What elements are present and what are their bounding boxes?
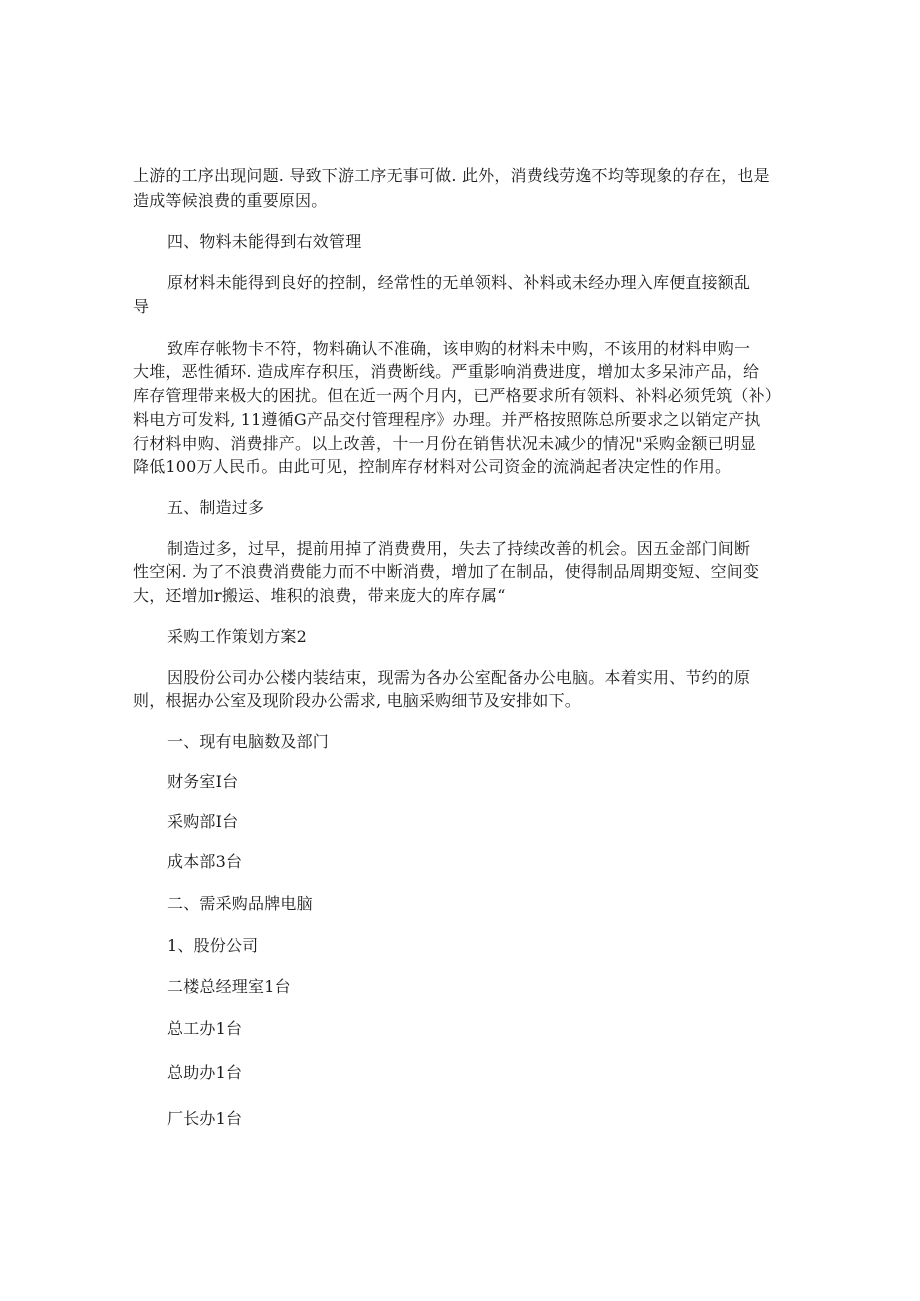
body-text-line: 原材料未能得到良好的控制，经常性的无单领料、补料或未经办理入库便直接额乱 [167,273,751,292]
body-text-line: 因股份公司办公楼内装结束，现需为各办公室配备办公电脑。本着实用、节约的原 [167,668,751,687]
list-item: 总助办1台 [167,1063,243,1082]
document-title: 采购工作策划方案2 [167,627,307,646]
list-item: 采购部I台 [167,812,239,831]
body-text-line: 料电方可发料, 11遵循G产品交付管理程序》办理。并严格按照陈总所要求之以销定产执 [133,410,761,429]
section-heading: 四、物料未能得到右效管理 [167,232,362,251]
body-text-line: 大，还增加r搬运、堆积的浪费，带来庞大的库存属“ [133,586,506,605]
body-text-line: 行材料申购、消费排产。以上改善，十一月份在销售状况未减少的情况"采购金额已明显 [133,434,757,453]
body-text-line: 导 [133,297,150,316]
body-text-line: 库存管理带来极大的困扰。但在近一两个月内，已严格要求所有领料、补料必须凭筑（补） [133,386,782,405]
section-heading: 一、现有电脑数及部门 [167,732,330,751]
body-text-line: 降低100万人民币。由此可见，控制库存材料对公司资金的流淌起者决定性的作用。 [133,457,732,476]
body-text-line: 性空闲. 为了不浪费消费能力而不中断消费，增加了在制品，使得制品周期变短、空间变 [133,562,760,581]
list-item: 成本部3台 [167,852,243,871]
list-item: 二楼总经理室1台 [167,977,291,996]
body-text-line: 则，根据办公室及现阶段办公需求, 电脑采购细节及安排如下。 [133,691,581,710]
body-text-line: 上游的工序出现问题. 导致下游工序无事可做. 此外，消费线劳逸不均等现象的存在，也是 [133,166,770,185]
section-heading: 五、制造过多 [167,498,265,517]
list-item: 总工办1台 [167,1019,243,1038]
body-text-line: 大堆，恶性循环. 造成库存积压，消费断线。严重影响消费进度，增加太多呆沛产品，给 [133,362,760,381]
body-text-line: 造成等候浪费的重要原因。 [133,191,328,210]
list-item: 财务室I台 [167,772,239,791]
list-item: 厂长办1台 [167,1109,243,1128]
body-text-line: 制造过多，过早，提前用掉了消费费用，失去了持续改善的机会。因五金部门间断 [167,539,751,558]
section-heading: 二、需采购品牌电脑 [167,894,313,913]
body-text-line: 致库存帐物卡不符，物料确认不准确，该申购的材料未中购，不该用的材料申购一 [167,339,751,358]
subsection-heading: 1、股份公司 [167,936,259,955]
